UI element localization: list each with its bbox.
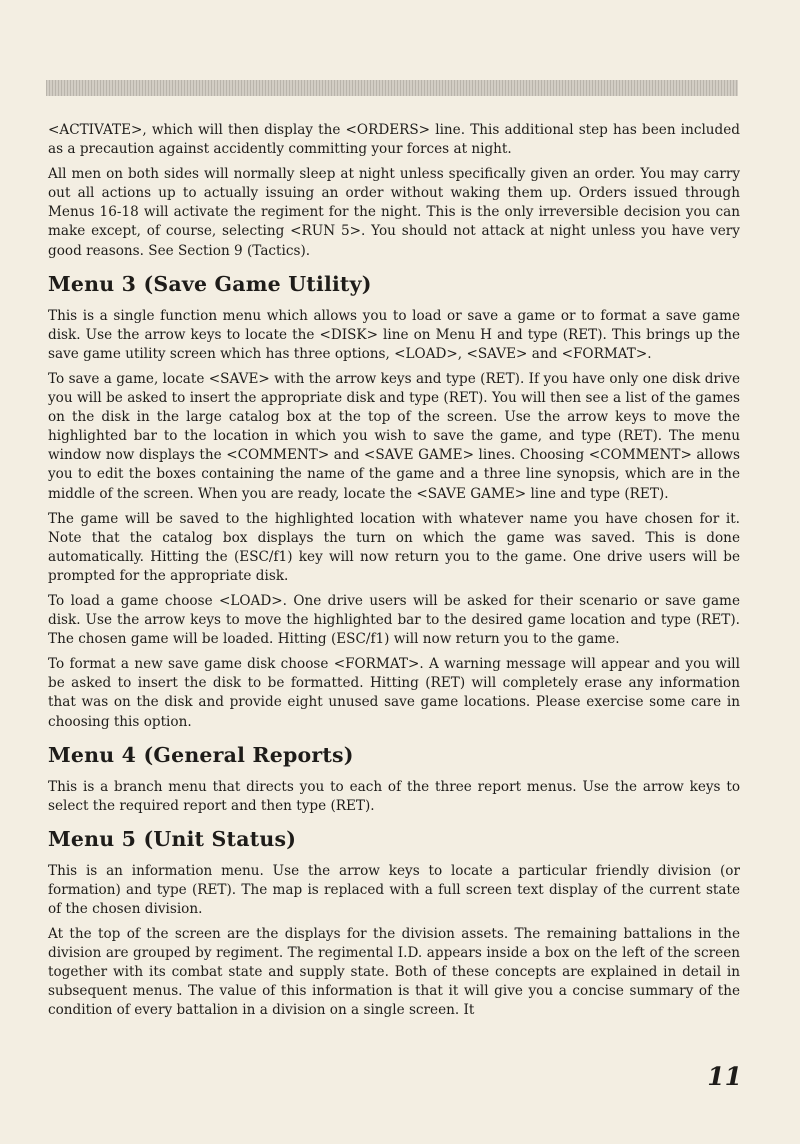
- menu3-paragraph-1: This is a single function menu which allows you to load or save a game or to format a save game disk. Use the arrow keys to locate the <DISK> line on Menu H and type (RET). This brings up the save game utility screen which has three options, <LOAD>, <SAVE> and <FORMAT>.: [48, 307, 740, 362]
- menu4-heading: Menu 4 (General Reports): [48, 742, 354, 767]
- intro-paragraph-2: All men on both sides will normally sleep at night unless specifically given an order. You may carry out all actions up to actually issuing an order without waking them up. Orders issued through Menus 16-18 will activate the regiment for the night. This is the only irreversible decision you can make except, of course, selecting <RUN 5>. You should not attack at night unless you have very good reasons. See Section 9 (Tactics).: [48, 166, 740, 259]
- menu3-heading: Menu 3 (Save Game Utility): [48, 271, 372, 296]
- menu4-paragraph-1: This is a branch menu that directs you to each of the three report menus. Use the arrow keys to select the required report and then type (RET).: [48, 778, 740, 814]
- menu3-paragraph-3: The game will be saved to the highlighted location with whatever name you have chosen for it. Note that the catalog box displays the turn on which the game was saved. This is done automatically. Hitting the (ESC/f1) key will now return you to the game. One drive users will be prompted for the appropriate disk.: [48, 510, 740, 584]
- page-number: 11: [707, 1062, 742, 1091]
- menu5-heading: Menu 5 (Unit Status): [48, 826, 297, 851]
- menu3-paragraph-4: To load a game choose <LOAD>. One drive users will be asked for their scenario or save game disk. Use the arrow keys to move the highlighted bar to the desired game location and type (RET). The chosen game will be loaded. Hitting (ESC/f1) will now return you to the game.: [48, 592, 740, 648]
- menu5-paragraph-2: At the top of the screen are the displays for the division assets. The remaining battalions in the division are grouped by regiment. The regimental I.D. appears inside a box on the left of the screen together with its combat state and supply state. Both of these concepts are explained in detail in subsequent menus. The value of this information is that it will give you a concise summary of the condition of every battalion in a division on a single screen. It: [48, 926, 740, 1019]
- menu3-paragraph-2: To save a game, locate <SAVE> with the arrow keys and type (RET). If you have only one disk drive you will be asked to insert the appropriate disk and type (RET). You will then see a list of the games on the disk in the large catalog box at the top of the screen. Use the arrow keys to move the highlighted bar to the location in which you wish to save the game, and type (RET). The menu window now displays the <COMMENT> and <SAVE GAME> lines. Choosing <COMMENT> allows you to edit the boxes containing the name of the game and a three line synopsis, which are in the middle of the screen. When you are ready, locate the <SAVE GAME> line and type (RET).: [48, 370, 740, 502]
- header-rule: [46, 80, 738, 96]
- menu3-paragraph-5: To format a new save game disk choose <FORMAT>. A warning message will appear and you will be asked to insert the disk to be formatted. Hitting (RET) will completely erase any information that was on the disk and provide eight unused save game locations. Please exercise some care in choosing this option.: [48, 656, 740, 730]
- intro-paragraph-1: <ACTIVATE>, which will then display the <ORDERS> line. This additional step has been included as a precaution against accidently committing your forces at night.: [48, 122, 740, 158]
- page-body: [48, 121, 740, 1027]
- menu5-paragraph-1: This is an information menu. Use the arrow keys to locate a particular friendly division (or formation) and type (RET). The map is replaced with a full screen text display of the current state of the chosen division.: [48, 862, 740, 917]
